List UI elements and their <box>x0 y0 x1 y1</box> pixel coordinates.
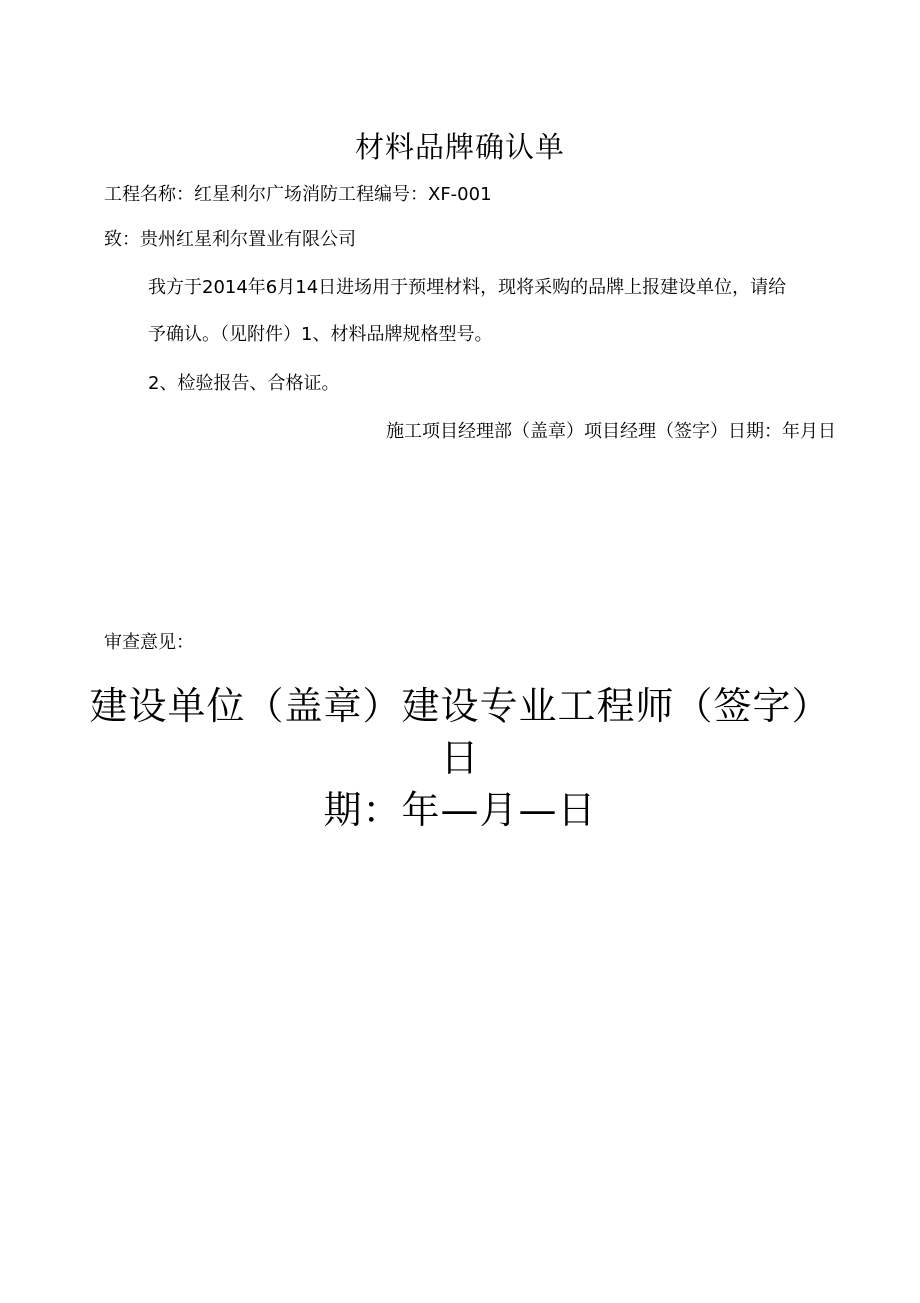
review-opinion-label: 审查意见： <box>104 632 194 653</box>
project-info-line: 工程名称：红星利尔广场消防工程编号：XF-001 <box>104 184 492 205</box>
owner-signature-line-2: 期：年—月—日 <box>323 788 597 832</box>
body-paragraph-line-2: 予确认。（见附件）1、材料品牌规格型号。 <box>148 324 493 345</box>
contractor-signature-line: 施工项目经理部（盖章）项目经理（签字）日期：年月日 <box>386 421 836 442</box>
document-title: 材料品牌确认单 <box>354 130 565 164</box>
body-paragraph-line-1: 我方于2014年6月14日进场用于预埋材料，现将采购的品牌上报建设单位，请给 <box>148 277 787 298</box>
body-paragraph-line-3: 2、检验报告、合格证。 <box>148 373 340 394</box>
owner-signature-line-1: 建设单位（盖章）建设专业工程师（签字）日 <box>89 684 831 780</box>
recipient-line: 致：贵州红星利尔置业有限公司 <box>104 229 356 250</box>
owner-signature-block <box>80 680 840 836</box>
